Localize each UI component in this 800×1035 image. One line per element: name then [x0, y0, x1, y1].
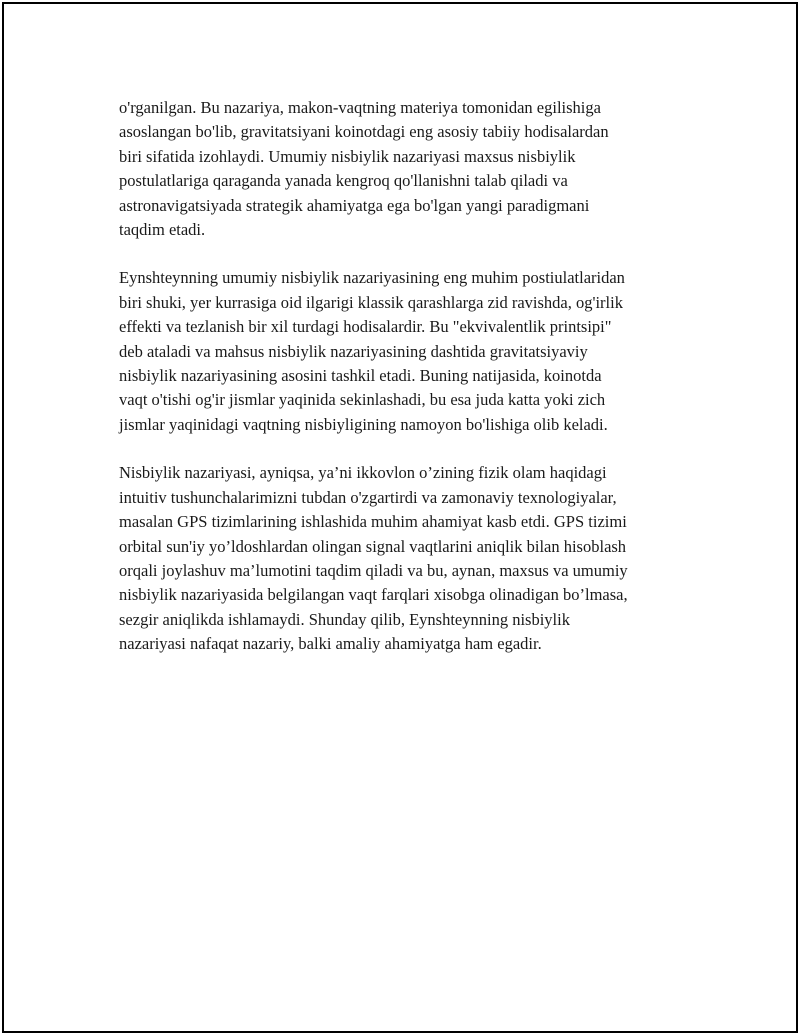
- text-line: postulatlariga qaraganda yanada kengroq qo'llanishni talab qiladi va: [119, 171, 568, 191]
- text-line: nisbiylik nazariyasining asosini tashkil etadi. Buning natijasida, koinotda: [119, 366, 602, 386]
- paragraph-2: [119, 266, 699, 437]
- text-line: asoslangan bo'lib, gravitatsiyani koinotdagi eng asosiy tabiiy hodisalardan: [119, 122, 609, 142]
- text-line: biri shuki, yer kurrasiga oid ilgarigi klassik qarashlarga zid ravishda, og'irlik: [119, 292, 623, 312]
- text-line: astronavigatsiyada strategik ahamiyatga ega bo'lgan yangi paradigmani: [119, 195, 590, 215]
- text-line: taqdim etadi.: [119, 220, 206, 240]
- paragraph-3: [119, 461, 699, 656]
- text-line: o'rganilgan. Bu nazariya, makon-vaqtning materiya tomonidan egilishiga: [119, 98, 601, 117]
- text-line: orqali joylashuv ma’lumotini taqdim qiladi va bu, aynan, maxsus va umumiy: [119, 560, 628, 580]
- text-line: jismlar yaqinidagi vaqtning nisbiyligining namoyon bo'lishiga olib keladi.: [119, 414, 608, 434]
- text-line: effekti va tezlanish bir xil turdagi hodisalardir. Bu "ekvivalentlik printsipi": [119, 317, 612, 337]
- document-page: [2, 2, 798, 1033]
- text-line: orbital sun'iy yo’ldoshlardan olingan signal vaqtlarini aniqlik bilan hisoblash: [119, 536, 627, 556]
- text-line: intuitiv tushunchalarimizni tubdan o'zgartirdi va zamonaviy texnologiyalar,: [119, 487, 617, 507]
- text-line: nazariyasi nafaqat nazariy, balki amaliy ahamiyatga ham egadir.: [119, 634, 542, 654]
- paragraph-1: [119, 96, 699, 242]
- document-body: [119, 96, 699, 681]
- text-line: sezgir aniqlikda ishlamaydi. Shunday qilib, Eynshteynning nisbiylik: [119, 609, 570, 629]
- text-line: biri sifatida izohlaydi. Umumiy nisbiylik nazariyasi maxsus nisbiylik: [119, 146, 576, 166]
- text-line: vaqt o'tishi og'ir jismlar yaqinida sekinlashadi, bu esa juda katta yoki zich: [119, 390, 606, 410]
- text-line: nisbiylik nazariyasida belgilangan vaqt farqlari xisobga olinadigan bo’lmasa,: [119, 585, 628, 605]
- text-line: Nisbiylik nazariyasi, ayniqsa, ya’ni ikkovlon o’zining fizik olam haqidagi: [119, 463, 607, 483]
- text-line: deb ataladi va mahsus nisbiylik nazariyasining dashtida gravitatsiyaviy: [119, 341, 588, 361]
- text-line: Eynshteynning umumiy nisbiylik nazariyasining eng muhim postiulatlaridan: [119, 268, 625, 288]
- text-line: masalan GPS tizimlarining ishlashida muhim ahamiyat kasb etdi. GPS tizimi: [119, 512, 627, 532]
